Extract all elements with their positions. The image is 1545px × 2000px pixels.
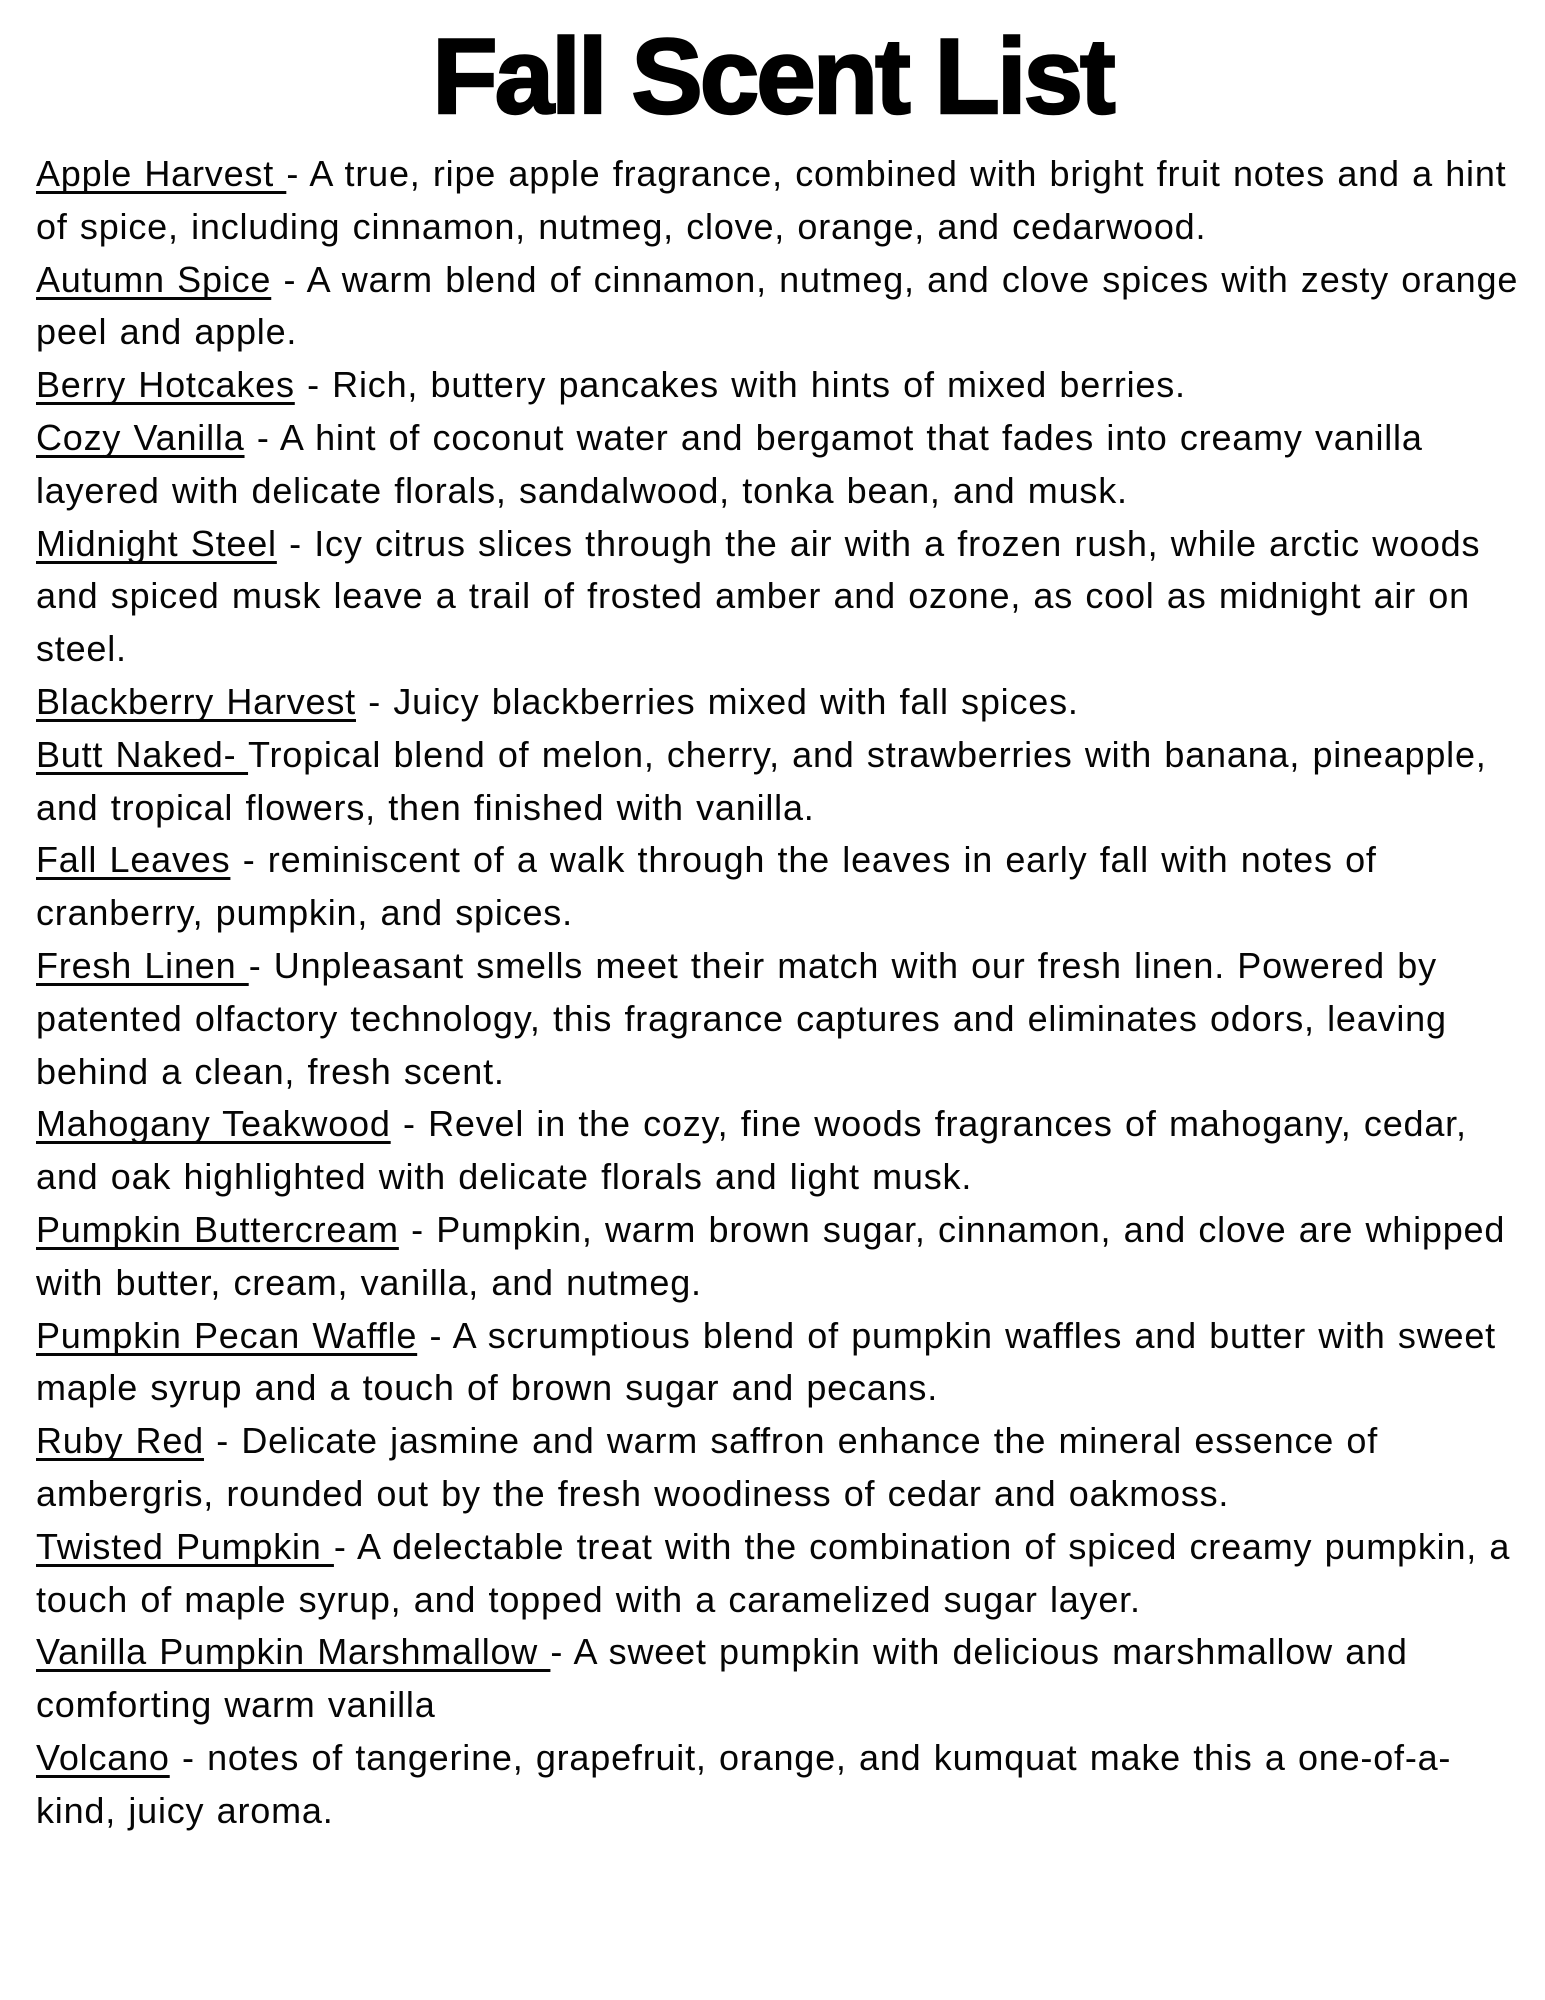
scent-entry xyxy=(36,412,1520,518)
scent-description: - A hint of coconut water and bergamot that fades into creamy vanilla layered with delicate florals, sandalwood, tonka bean, and musk. xyxy=(36,416,1423,511)
scent-name: Blackberry Harvest xyxy=(36,680,356,722)
scent-name: Autumn Spice xyxy=(36,258,272,300)
scent-entry xyxy=(36,1098,1520,1204)
scent-name: Pumpkin Buttercream xyxy=(36,1208,399,1250)
scent-name: Vanilla Pumpkin Marshmallow xyxy=(36,1631,551,1673)
scent-name: Cozy Vanilla xyxy=(36,416,245,458)
scent-name: Volcano xyxy=(36,1736,170,1778)
scent-name: Berry Hotcakes xyxy=(36,364,295,406)
scent-description: - reminiscent of a walk through the leaves in early fall with notes of cranberry, pumpkin, and spices. xyxy=(36,839,1377,934)
scent-entry xyxy=(36,1732,1520,1838)
scent-description: - Juicy blackberries mixed with fall spices. xyxy=(355,680,1079,722)
scent-description: - A warm blend of cinnamon, nutmeg, and clove spices with zesty orange peel and apple. xyxy=(36,258,1519,353)
scent-name: Fall Leaves xyxy=(36,839,231,881)
scent-entry xyxy=(36,254,1520,360)
scent-description: - A true, ripe apple fragrance, combined with bright fruit notes and a hint of spice, including cinnamon, nutmeg, clove, orange, and cedarwood. xyxy=(36,153,1507,247)
scent-entry xyxy=(36,676,1520,729)
scent-list xyxy=(0,148,1545,1838)
scent-name: Butt Naked- xyxy=(36,733,249,775)
scent-name: Twisted Pumpkin xyxy=(36,1525,334,1567)
scent-description: - Unpleasant smells meet their match with our fresh linen. Powered by patented olfactory technology, this fragrance captures and eliminates odors, leaving behind a clean, fresh scent. xyxy=(36,944,1447,1092)
scent-entry xyxy=(36,1310,1520,1416)
scent-name: Ruby Red xyxy=(36,1420,204,1462)
scent-description: Tropical blend of melon, cherry, and strawberries with banana, pineapple, and tropical flowers, then finished with vanilla. xyxy=(36,733,1487,828)
scent-description: - Revel in the cozy, fine woods fragrances of mahogany, cedar, and oak highlighted with delicate florals and light musk. xyxy=(36,1103,1467,1198)
scent-entry xyxy=(36,834,1520,940)
scent-entry xyxy=(36,1626,1520,1732)
scent-name: Mahogany Teakwood xyxy=(36,1103,391,1145)
scent-description: - Pumpkin, warm brown sugar, cinnamon, and clove are whipped with butter, cream, vanilla, and nutmeg. xyxy=(36,1208,1506,1303)
scent-name: Apple Harvest xyxy=(36,153,287,194)
scent-description: - Icy citrus slices through the air with a frozen rush, while arctic woods and spiced musk leave a trail of frosted amber and ozone, as cool as midnight air on steel. xyxy=(36,522,1481,670)
scent-entry xyxy=(36,1204,1520,1310)
page-title: Fall Scent List xyxy=(432,16,1113,136)
scent-entry xyxy=(36,148,1520,254)
scent-entry xyxy=(36,359,1520,412)
scent-description: - Delicate jasmine and warm saffron enhance the mineral essence of ambergris, rounded out by the fresh woodiness of cedar and oakmoss. xyxy=(36,1420,1378,1514)
scent-description: - A scrumptious blend of pumpkin waffles and butter with sweet maple syrup and a touch of brown sugar and pecans. xyxy=(36,1314,1496,1409)
scent-description: - Rich, buttery pancakes with hints of mixed berries. xyxy=(294,364,1186,406)
scent-description: - A sweet pumpkin with delicious marshmallow and comforting warm vanilla xyxy=(36,1631,1408,1726)
scent-entry xyxy=(36,940,1520,1098)
scent-name: Pumpkin Pecan Waffle xyxy=(36,1314,418,1356)
scent-description: - A delectable treat with the combination of spiced creamy pumpkin, a touch of maple syrup, and topped with a caramelized sugar layer. xyxy=(36,1525,1511,1620)
scent-name: Midnight Steel xyxy=(36,522,277,564)
scent-entry xyxy=(36,1415,1520,1521)
scent-entry xyxy=(36,1521,1520,1627)
scent-description: - notes of tangerine, grapefruit, orange, and kumquat make this a one-of-a-kind, juicy aroma. xyxy=(36,1736,1452,1831)
scent-name: Fresh Linen xyxy=(36,944,249,986)
scent-entry xyxy=(36,518,1520,676)
scent-entry xyxy=(36,729,1520,835)
